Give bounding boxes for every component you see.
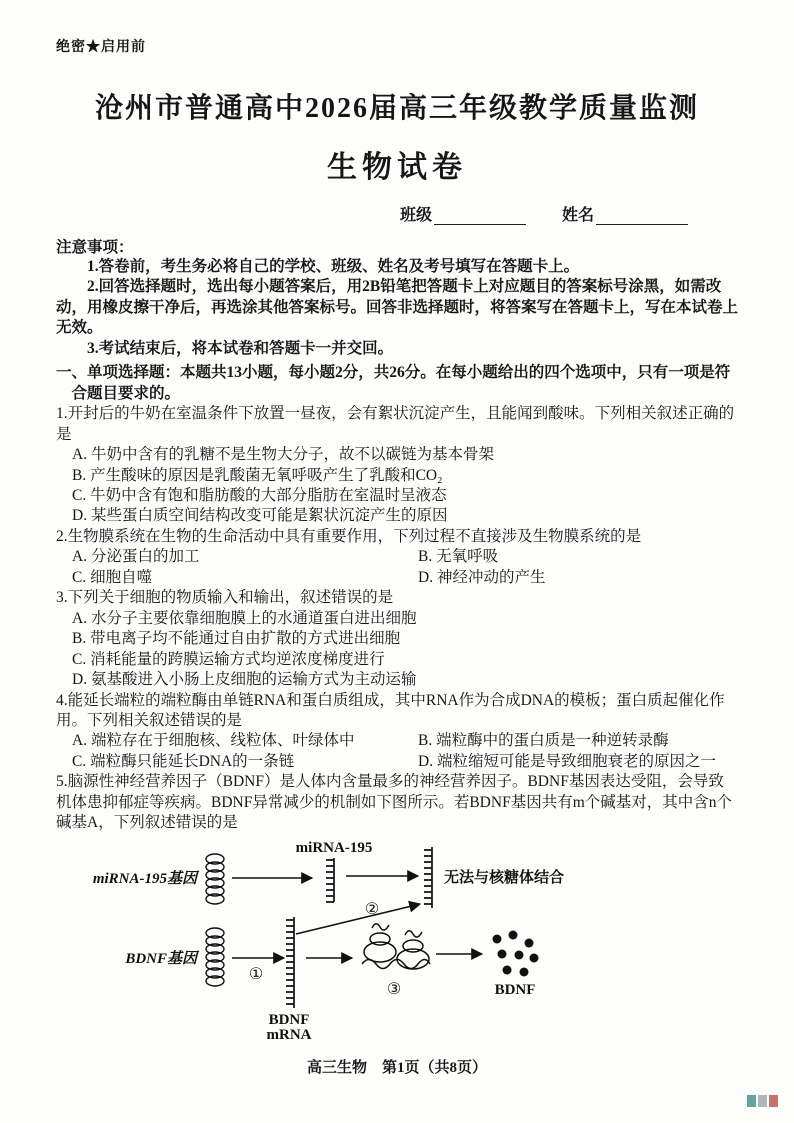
question-5-stem (56, 772, 738, 833)
step-1-label: ① (248, 965, 264, 983)
question-2-option-b: B. 无氧呼吸 (418, 548, 499, 566)
question-3-option-b: B. 带电离子均不能通过自由扩散的方式进出细胞 (72, 630, 401, 648)
question-1-text: 开封后的牛奶在室温条件下放置一昼夜，会有絮状沉淀产生，且能闻到酸味。下列相关叙述正确的是 (56, 405, 735, 443)
question-2-stem (56, 527, 738, 547)
bdnf-protein-dots-icon (493, 930, 539, 976)
bdnf-protein-label: BDNF (494, 981, 536, 998)
class-field (400, 202, 526, 225)
watermark-mark-2 (758, 1095, 767, 1107)
question-4-option-d: D. 端粒缩短可能是导致细胞衰老的原因之一 (418, 752, 716, 770)
question-4-option-b: B. 端粒酶中的蛋白质是一种逆转录酶 (418, 732, 669, 750)
question-2-option-a: A. 分泌蛋白的加工 (72, 548, 200, 566)
step-3-label: ③ (386, 980, 402, 998)
question-2 (56, 527, 738, 588)
question-4 (56, 691, 738, 773)
watermark-mark-1 (747, 1095, 756, 1107)
class-blank-line (434, 208, 526, 225)
mirna-mrna-complex-icon (424, 847, 432, 908)
question-4-options (72, 731, 738, 772)
notice-item-1: 1.答卷前，考生务必将自己的学校、班级、姓名及考号填写在答题卡上。 (87, 258, 580, 275)
bdnf-mrna-label-line2: mRNA (266, 1026, 312, 1043)
question-2-option-c: C. 细胞自噬 (72, 568, 153, 586)
question-3-option-d: D. 氨基酸进入小肠上皮细胞的运输方式为主动运输 (72, 671, 417, 689)
question-2-options (72, 547, 738, 588)
ribosomes-icon (362, 923, 430, 968)
question-5-text: 脑源性神经营养因子（BDNF）是人体内含量最多的神经营养因子。BDNF基因表达受阻，会导致机体患抑郁症等疾病。BDNF异常减少的机制如下图所示。若BDNF基因共有m个碱基对，其中含n个碱基A，下列叙述错误的是 (56, 773, 733, 832)
watermark-mark-3 (769, 1095, 778, 1107)
page-footer: 高三生物 第1页（共8页） (306, 1060, 487, 1076)
bdnf-gene-label: BDNF基因 (125, 950, 197, 967)
step-2-arrow (296, 904, 420, 934)
question-1-stem (56, 404, 738, 445)
question-3-option-a: A. 水分子主要依靠细胞膜上的水通道蛋白进出细胞 (72, 609, 417, 627)
student-info-row (56, 202, 738, 225)
question-2-option-d: D. 神经冲动的产生 (418, 568, 546, 586)
question-5-number: 5. (56, 773, 68, 791)
question-5 (56, 772, 738, 833)
notice-item-3: 3.考试结束后，将本试卷和答题卡一并交回。 (87, 339, 394, 357)
question-1-number: 1. (56, 405, 68, 423)
question-3-stem (56, 588, 738, 608)
page-title: 沧州市普通高中2026届高三年级教学质量监测 (94, 93, 699, 124)
step-2-label: ② (364, 900, 380, 918)
notice-heading: 注意事项： (56, 239, 134, 256)
question-1 (56, 404, 738, 527)
question-1-option-a: A. 牛奶中含有的乳糖不是生物大分子，故不以碳链为基本骨架 (72, 446, 494, 464)
bdnf-mrna-label-line1: BDNF (268, 1011, 310, 1028)
question-4-option-a: A. 端粒存在于细胞核、线粒体、叶绿体中 (72, 732, 355, 750)
corner-watermark (747, 1095, 778, 1107)
question-3 (56, 588, 738, 690)
secrecy-notice: 绝密★启用前 (56, 40, 146, 55)
question-1-option-b: B. 产生酸味的原因是乳酸菌无氧呼吸产生了乳酸和CO₂ (72, 466, 443, 484)
q5-diagram-wrap (82, 840, 738, 1050)
question-1-option-d: D. 某些蛋白质空间结构改变可能是絮状沉淀产生的原因 (72, 507, 448, 525)
subject-title: 生物试卷 (327, 151, 467, 184)
question-1-option-c: C. 牛奶中含有饱和脂肪酸的大部分脂肪在室温时呈液态 (72, 486, 447, 504)
question-2-number: 2. (56, 527, 68, 545)
name-field (562, 202, 688, 225)
question-3-number: 3. (56, 589, 68, 607)
question-2-text: 生物膜系统在生物的生命活动中具有重要作用，下列过程不直接涉及生物膜系统的是 (67, 527, 642, 545)
mirna-gene-dna-coil-icon (206, 854, 224, 904)
name-label: 姓名 (561, 207, 594, 224)
question-3-option-c: C. 消耗能量的跨膜运输方式均逆浓度梯度进行 (72, 650, 385, 668)
name-blank-line (596, 208, 688, 225)
notice-item-2: 2.回答选择题时，选出每小题答案后，用2B铅笔把答题卡上对应题目的答案标号涂黑，如需改动，用橡皮擦干净后，再选涂其他答案标号。回答非选择题时，将答案写在答题卡上，写在本试卷上无效。 (56, 278, 739, 337)
mirna-label: miRNA-195 (295, 839, 373, 856)
q5-diagram (82, 840, 642, 1045)
no-ribosome-label: 无法与核糖体结合 (444, 869, 565, 886)
question-4-stem (56, 691, 738, 732)
notice-section (56, 235, 738, 359)
question-4-text: 能延长端粒的端粒酶由单链RNA和蛋白质组成，其中RNA作为合成DNA的模板；蛋白质起催化作用。下列相关叙述错误的是 (56, 691, 725, 729)
mirna-gene-label: miRNA-195基因 (92, 870, 197, 887)
section-heading: 一、单项选择题：本题共13小题，每小题2分，共26分。在每小题给出的四个选项中，只有一项是符合题目要求的。 (56, 364, 731, 402)
bdnf-gene-dna-coil-icon (206, 928, 224, 986)
bdnf-mrna-comb-icon (286, 917, 294, 1008)
question-3-text: 下列关于细胞的物质输入和输出，叙述错误的是 (67, 589, 394, 607)
class-label: 班级 (399, 207, 432, 224)
question-4-number: 4. (56, 691, 68, 709)
mirna-comb-icon (326, 858, 334, 902)
question-4-option-c: C. 端粒酶只能延长DNA的一条链 (72, 752, 295, 770)
